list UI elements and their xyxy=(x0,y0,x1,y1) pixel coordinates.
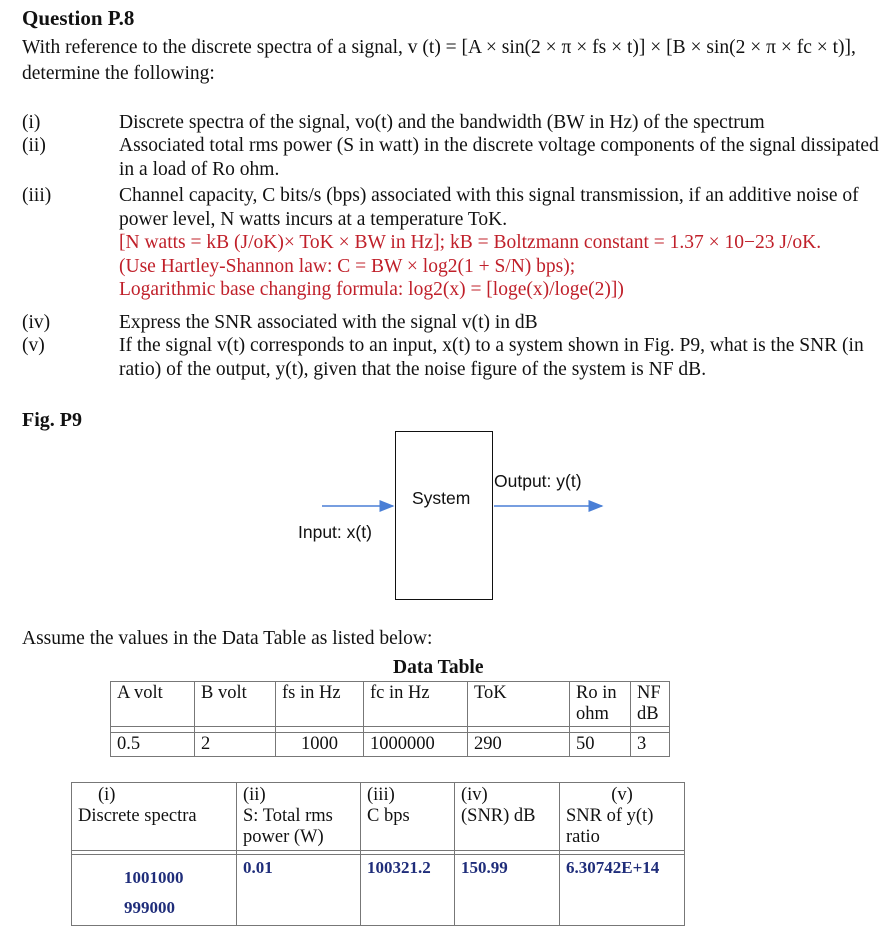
answer-header-i xyxy=(72,783,237,851)
question-intro: With reference to the discrete spectra of a signal, v (t) = [A × sin(2 × π × fs × t)] × [B × sin(2 × π × fc × t)], determine the following: xyxy=(22,37,856,84)
answer-snr-ratio-cell xyxy=(560,855,685,926)
answer-header-iv xyxy=(455,783,560,851)
data-table-title: Data Table xyxy=(393,657,484,678)
assume-text: Assume the values in the Data Table as listed below: xyxy=(22,628,433,649)
answer-spectra-1: 1001000 xyxy=(124,868,184,887)
item-text: Channel capacity, C bits/s (bps) associated with this signal transmission, if an additive noise of power level, N watts incurs at a temperature ToK. xyxy=(119,185,859,230)
answer-header-label: S: Total rms power (W) xyxy=(243,806,333,847)
item-number: (ii) xyxy=(22,135,46,156)
answer-header-label: SNR of y(t) ratio xyxy=(566,806,654,847)
answer-header-label: C bps xyxy=(367,806,410,826)
noise-formula-line: [N watts = kB (J/oK)× ToK × BW in Hz]; kB = Boltzmann constant = 1.37 × 10−23 J/oK. xyxy=(119,232,822,253)
answer-snr-db-cell xyxy=(455,855,560,926)
value-fs: 1000 xyxy=(276,733,364,757)
header-ro: Ro in ohm xyxy=(570,682,631,727)
header-temperature: ToK xyxy=(468,682,523,727)
answer-header-v xyxy=(560,783,685,851)
answer-header-number: (iv) xyxy=(461,785,488,805)
header-b-volt: B volt xyxy=(195,682,276,727)
item-number: (i) xyxy=(22,112,41,133)
answer-spectra xyxy=(72,855,237,926)
header-nf: NF dB xyxy=(631,682,670,727)
system-block xyxy=(395,431,493,600)
answer-table-header-row xyxy=(72,783,685,851)
item-number: (v) xyxy=(22,335,45,356)
question-title: Question P.8 xyxy=(22,6,135,30)
header-fc: fc in Hz xyxy=(364,682,468,727)
item-number: (iv) xyxy=(22,312,51,333)
data-table-header-row xyxy=(111,682,670,727)
item-text: Discrete spectra of the signal, vo(t) and the bandwidth (BW in Hz) of the spectrum xyxy=(119,112,765,133)
system-label: System xyxy=(412,488,471,508)
data-table-value-row xyxy=(111,733,670,757)
header-fs: fs in Hz xyxy=(276,682,364,727)
value-a-volt: 0.5 xyxy=(111,733,195,757)
item-text: If the signal v(t) corresponds to an input, x(t) to a system shown in Fig. P9, what is the SNR (in ratio) of the output, y(t), given that the noise figure of the system is NF dB. xyxy=(119,335,864,380)
answer-header-label: Discrete spectra xyxy=(78,806,197,826)
answer-header-ii xyxy=(237,783,361,851)
header-a-volt: A volt xyxy=(111,682,195,727)
header-blank xyxy=(522,682,570,727)
input-label: Input: x(t) xyxy=(298,522,372,542)
value-b-volt: 2 xyxy=(195,733,276,757)
answer-header-iii xyxy=(361,783,455,851)
value-blank xyxy=(522,733,570,757)
item-number: (iii) xyxy=(22,185,52,206)
shannon-law-line: (Use Hartley-Shannon law: C = BW × log2(1 + S/N) bps); xyxy=(119,255,576,277)
answer-power: 0.01 xyxy=(243,858,273,877)
item-text: Express the SNR associated with the signal v(t) in dB xyxy=(119,312,538,333)
answer-capacity-cell xyxy=(361,855,455,926)
data-table xyxy=(110,681,670,757)
value-ro: 50 xyxy=(570,733,631,757)
output-label: Output: y(t) xyxy=(494,471,582,491)
value-fc: 1000000 xyxy=(364,733,468,757)
value-nf: 3 xyxy=(631,733,670,757)
answer-header-number: (v) xyxy=(611,785,633,805)
log-base-line: Logarithmic base changing formula: log2(x) = [loge(x)/loge(2)]) xyxy=(119,279,624,300)
answer-table xyxy=(71,782,685,926)
answer-capacity: 100321.2 xyxy=(367,858,431,877)
value-temperature: 290 xyxy=(468,733,523,757)
figure-label: Fig. P9 xyxy=(22,409,82,431)
answer-snr-ratio: 6.30742E+14 xyxy=(566,858,660,877)
answer-snr-db: 150.99 xyxy=(461,858,508,877)
answer-header-number: (ii) xyxy=(243,785,266,805)
answer-header-label: (SNR) dB xyxy=(461,806,536,826)
answer-spectra-2: 999000 xyxy=(124,898,175,917)
answer-table-value-row xyxy=(72,855,685,926)
answer-header-number: (iii) xyxy=(367,785,395,805)
item-text: Associated total rms power (S in watt) in the discrete voltage components of the signal dissipated in a load of Ro ohm. xyxy=(119,135,879,180)
answer-power-cell xyxy=(237,855,361,926)
answer-header-number: (i) xyxy=(98,785,116,805)
